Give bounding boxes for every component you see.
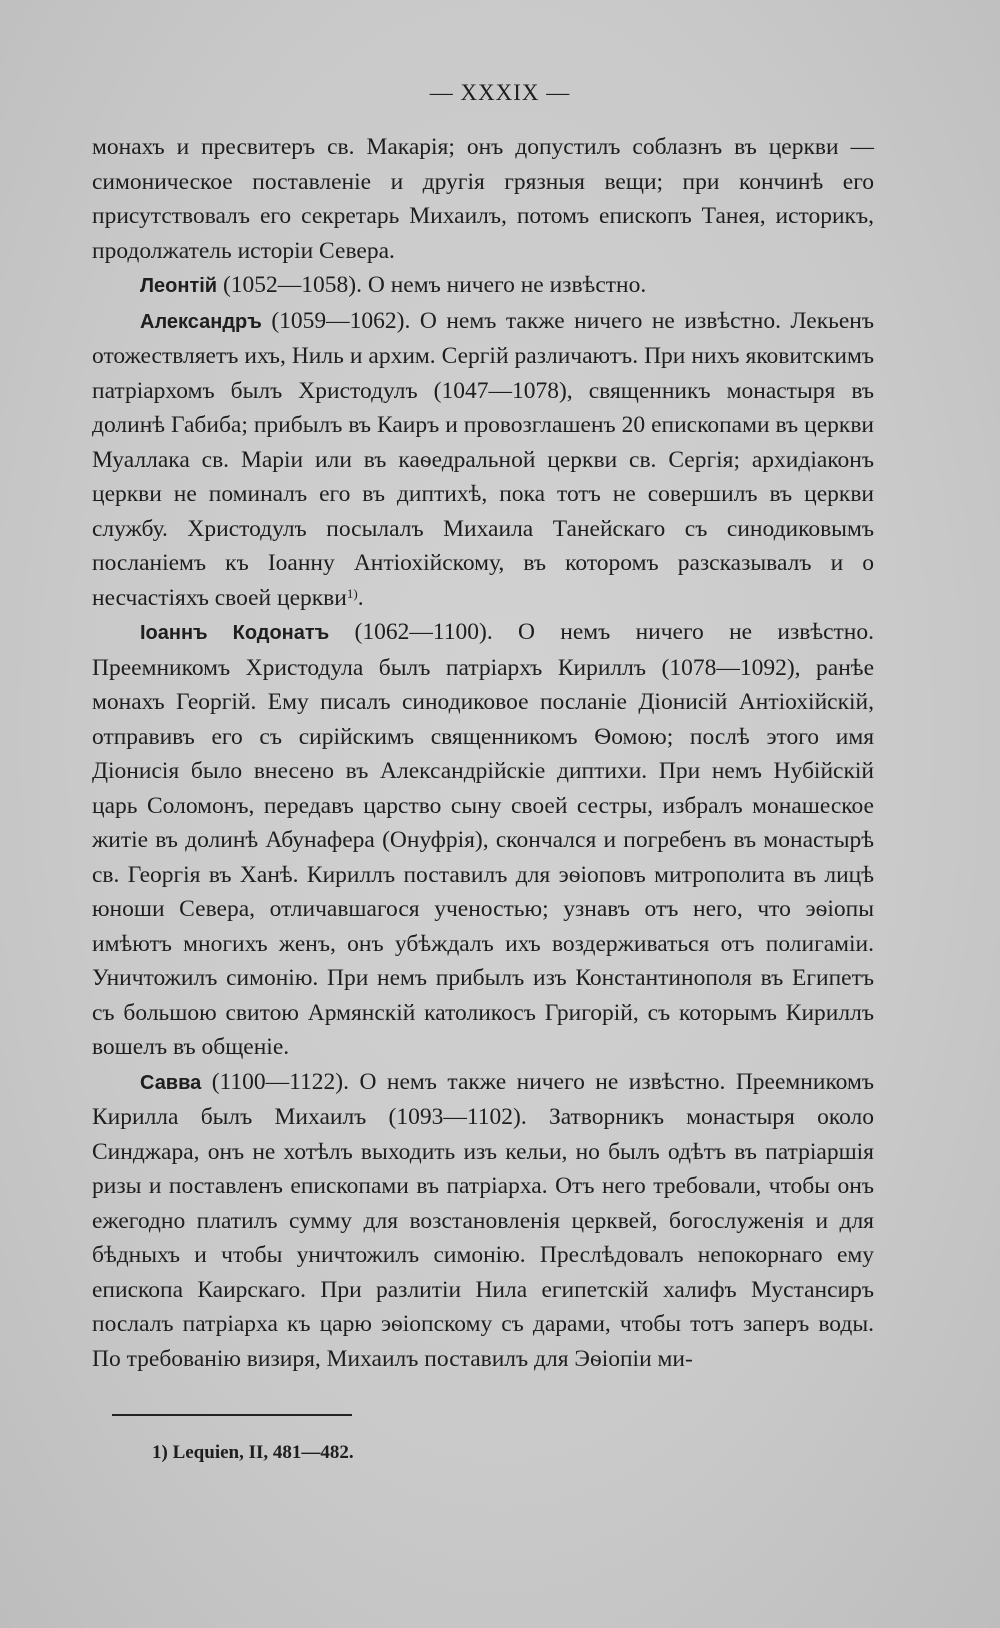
- entry-text: (1059—1062). О немъ также ничего не извѣстно. Лекьенъ отожествляетъ ихъ, Ниль и архим. Сергій различаютъ. При нихъ яковитскимъ патріархомъ былъ Христодулъ (1047—1078), священникъ монастыря въ долинѣ Габиба; прибылъ въ Каиръ и провозглашенъ 20 епископами въ церкви Муаллака св. Маріи или въ каѳедральной церкви св. Сергія; архидіаконъ церкви не поминалъ его въ диптихѣ, пока тотъ не совершилъ въ церкви службу. Христодулъ посылалъ Михаила Танейскаго съ синодиковымъ посланіемъ къ Іоанну Антіохійскому, въ которомъ разсказывалъ и о несчастіяхъ своей церкви: [92, 307, 874, 611]
- entry-name: Савва: [140, 1071, 202, 1094]
- body-text: [92, 130, 874, 1376]
- entry-name: Леонтій: [140, 275, 218, 297]
- paragraph-leontiy: [92, 268, 874, 304]
- paragraph-intro: монахъ и пресвитеръ св. Макарія; онъ допустилъ соблазнъ въ церкви — симоническое поставленіе и другія грязныя вещи; при кончинѣ его присутствовалъ его секретарь Михаилъ, потомъ епископъ Танея, историкъ, продолжатель исторіи Севера.: [92, 134, 874, 264]
- entry-text: (1100—1122). О немъ также ничего не извѣстно. Преемникомъ Кирилла былъ Михаилъ (1093—1102). Затворникъ монастыря около Синджара, онъ не хотѣлъ выходить изъ кельи, но былъ одѣтъ въ патріаршія ризы и поставленъ епископами въ патріарха. Отъ него требовали, чтобы онъ ежегодно платилъ сумму для возстановленія церквей, богослуженія и для бѣдныхъ и чтобы уничтожилъ симонію. Преслѣдовалъ непокорнаго ему епископа Каирскаго. При разлитіи Нила египетскій халифъ Мустансиръ послалъ патріарха къ царю эѳіопскому съ дарами, чтобы тотъ заперъ воды. По требованію визиря, Михаилъ поставилъ для Эѳіопіи ми-: [92, 1068, 874, 1372]
- paragraph-aleksandr: [92, 304, 874, 616]
- entry-text: (1062—1100). О немъ ничего не извѣстно. Преемникомъ Христодула былъ патріархъ Кириллъ (1078—1092), ранѣе монахъ Георгій. Ему писалъ синодиковое посланіе Діонисій Антіохійскій, отправивъ его съ сирійскимъ священникомъ Ѳомою; послѣ этого имя Діонисія было внесено въ Александрійскіе диптихи. При немъ Нубійскій царь Соломонъ, передавъ царство сыну своей сестры, избралъ монашеское житіе въ долинѣ Абунафера (Онуфрія), скончался и погребенъ въ монастырѣ св. Георгія въ Ханѣ. Кириллъ поставилъ для эѳіоповъ митрополита въ лицѣ юноши Севера, отличавшагося ученостью; узнавъ отъ него, что эѳіопы имѣютъ многихъ женъ, онъ убѣждалъ ихъ воздерживаться отъ полигаміи. Уничтожилъ симонію. При немъ прибылъ изъ Константинополя въ Египетъ съ большою свитою Армянскій католикосъ Григорій, съ которымъ Кириллъ вошелъ въ общеніе.: [92, 619, 875, 1060]
- paragraph-ioann: [92, 615, 874, 1065]
- footnote: 1) Lequien, II, 481—482.: [152, 1442, 354, 1463]
- paragraph-savva: [92, 1065, 874, 1377]
- page-number: — XXXIX —: [429, 80, 571, 105]
- footnote-marker: 1): [346, 585, 358, 601]
- footnote-divider: [112, 1414, 352, 1416]
- entry-name: Александръ: [140, 310, 262, 333]
- entry-text: (1052—1058). О немъ ничего не извѣстно.: [217, 272, 647, 298]
- entry-text-end: .: [357, 584, 364, 611]
- entry-name: Іоаннъ Кодонатъ: [140, 622, 330, 644]
